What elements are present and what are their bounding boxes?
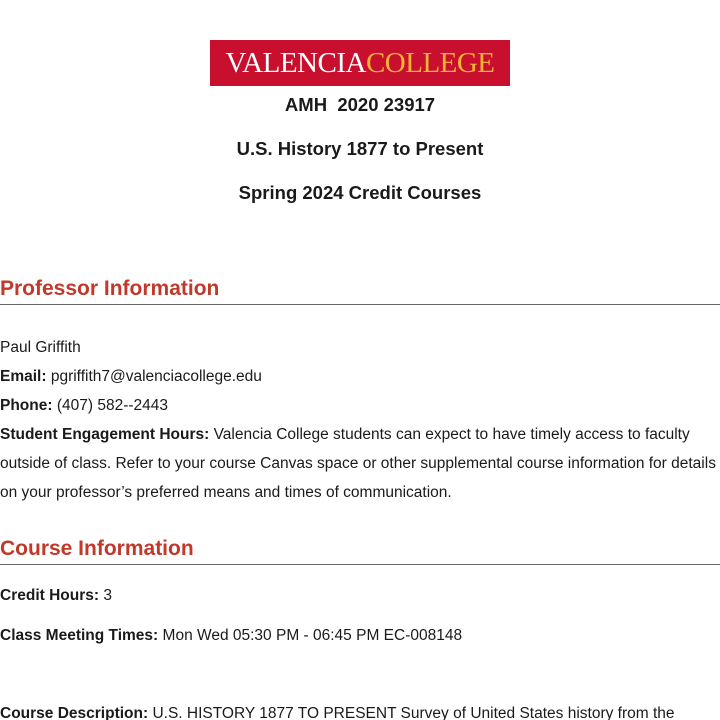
professor-name: Paul Griffith xyxy=(0,339,81,356)
engagement-hours-label: Student Engagement Hours: xyxy=(0,426,210,443)
meeting-times-label: Class Meeting Times: xyxy=(0,627,159,644)
term-line: Spring 2024 Credit Courses xyxy=(238,182,482,203)
credit-hours-value: 3 xyxy=(103,587,112,604)
professor-email-row xyxy=(0,362,716,391)
email-label: Email: xyxy=(0,368,47,385)
phone-label: Phone: xyxy=(0,397,53,414)
credit-hours-label: Credit Hours: xyxy=(0,587,100,604)
engagement-hours-text: Valencia College students can expect to have timely access to faculty outside of class. Refer to your course Canvas space or other supplemental course information for details on your professor’s preferred means and times of communication. xyxy=(0,426,716,501)
course-code: AMH 2020 23917 xyxy=(284,94,436,115)
meeting-times-value: Mon Wed 05:30 PM - 06:45 PM EC-008148 xyxy=(162,627,463,644)
course-description-row xyxy=(0,699,716,720)
professor-phone-row xyxy=(0,391,716,420)
course-information-heading: Course Information xyxy=(0,537,720,565)
engagement-hours-row xyxy=(0,420,716,507)
logo-word-valencia: VALENCIA xyxy=(225,46,366,79)
email-value: pgriffith7@valenciacollege.edu xyxy=(50,368,262,385)
professor-information-heading: Professor Information xyxy=(0,277,720,305)
course-description-label: Course Description: xyxy=(0,705,149,720)
course-description-text: U.S. HISTORY 1877 TO PRESENT Survey of United States history from the xyxy=(152,705,675,720)
course-title: U.S. History 1877 to Present xyxy=(236,138,484,159)
logo-word-college: COLLEGE xyxy=(365,46,495,79)
valencia-college-logo xyxy=(210,40,510,86)
credit-hours-row xyxy=(0,581,716,610)
phone-value: (407) 582--2443 xyxy=(56,397,169,414)
meeting-times-row xyxy=(0,621,716,650)
